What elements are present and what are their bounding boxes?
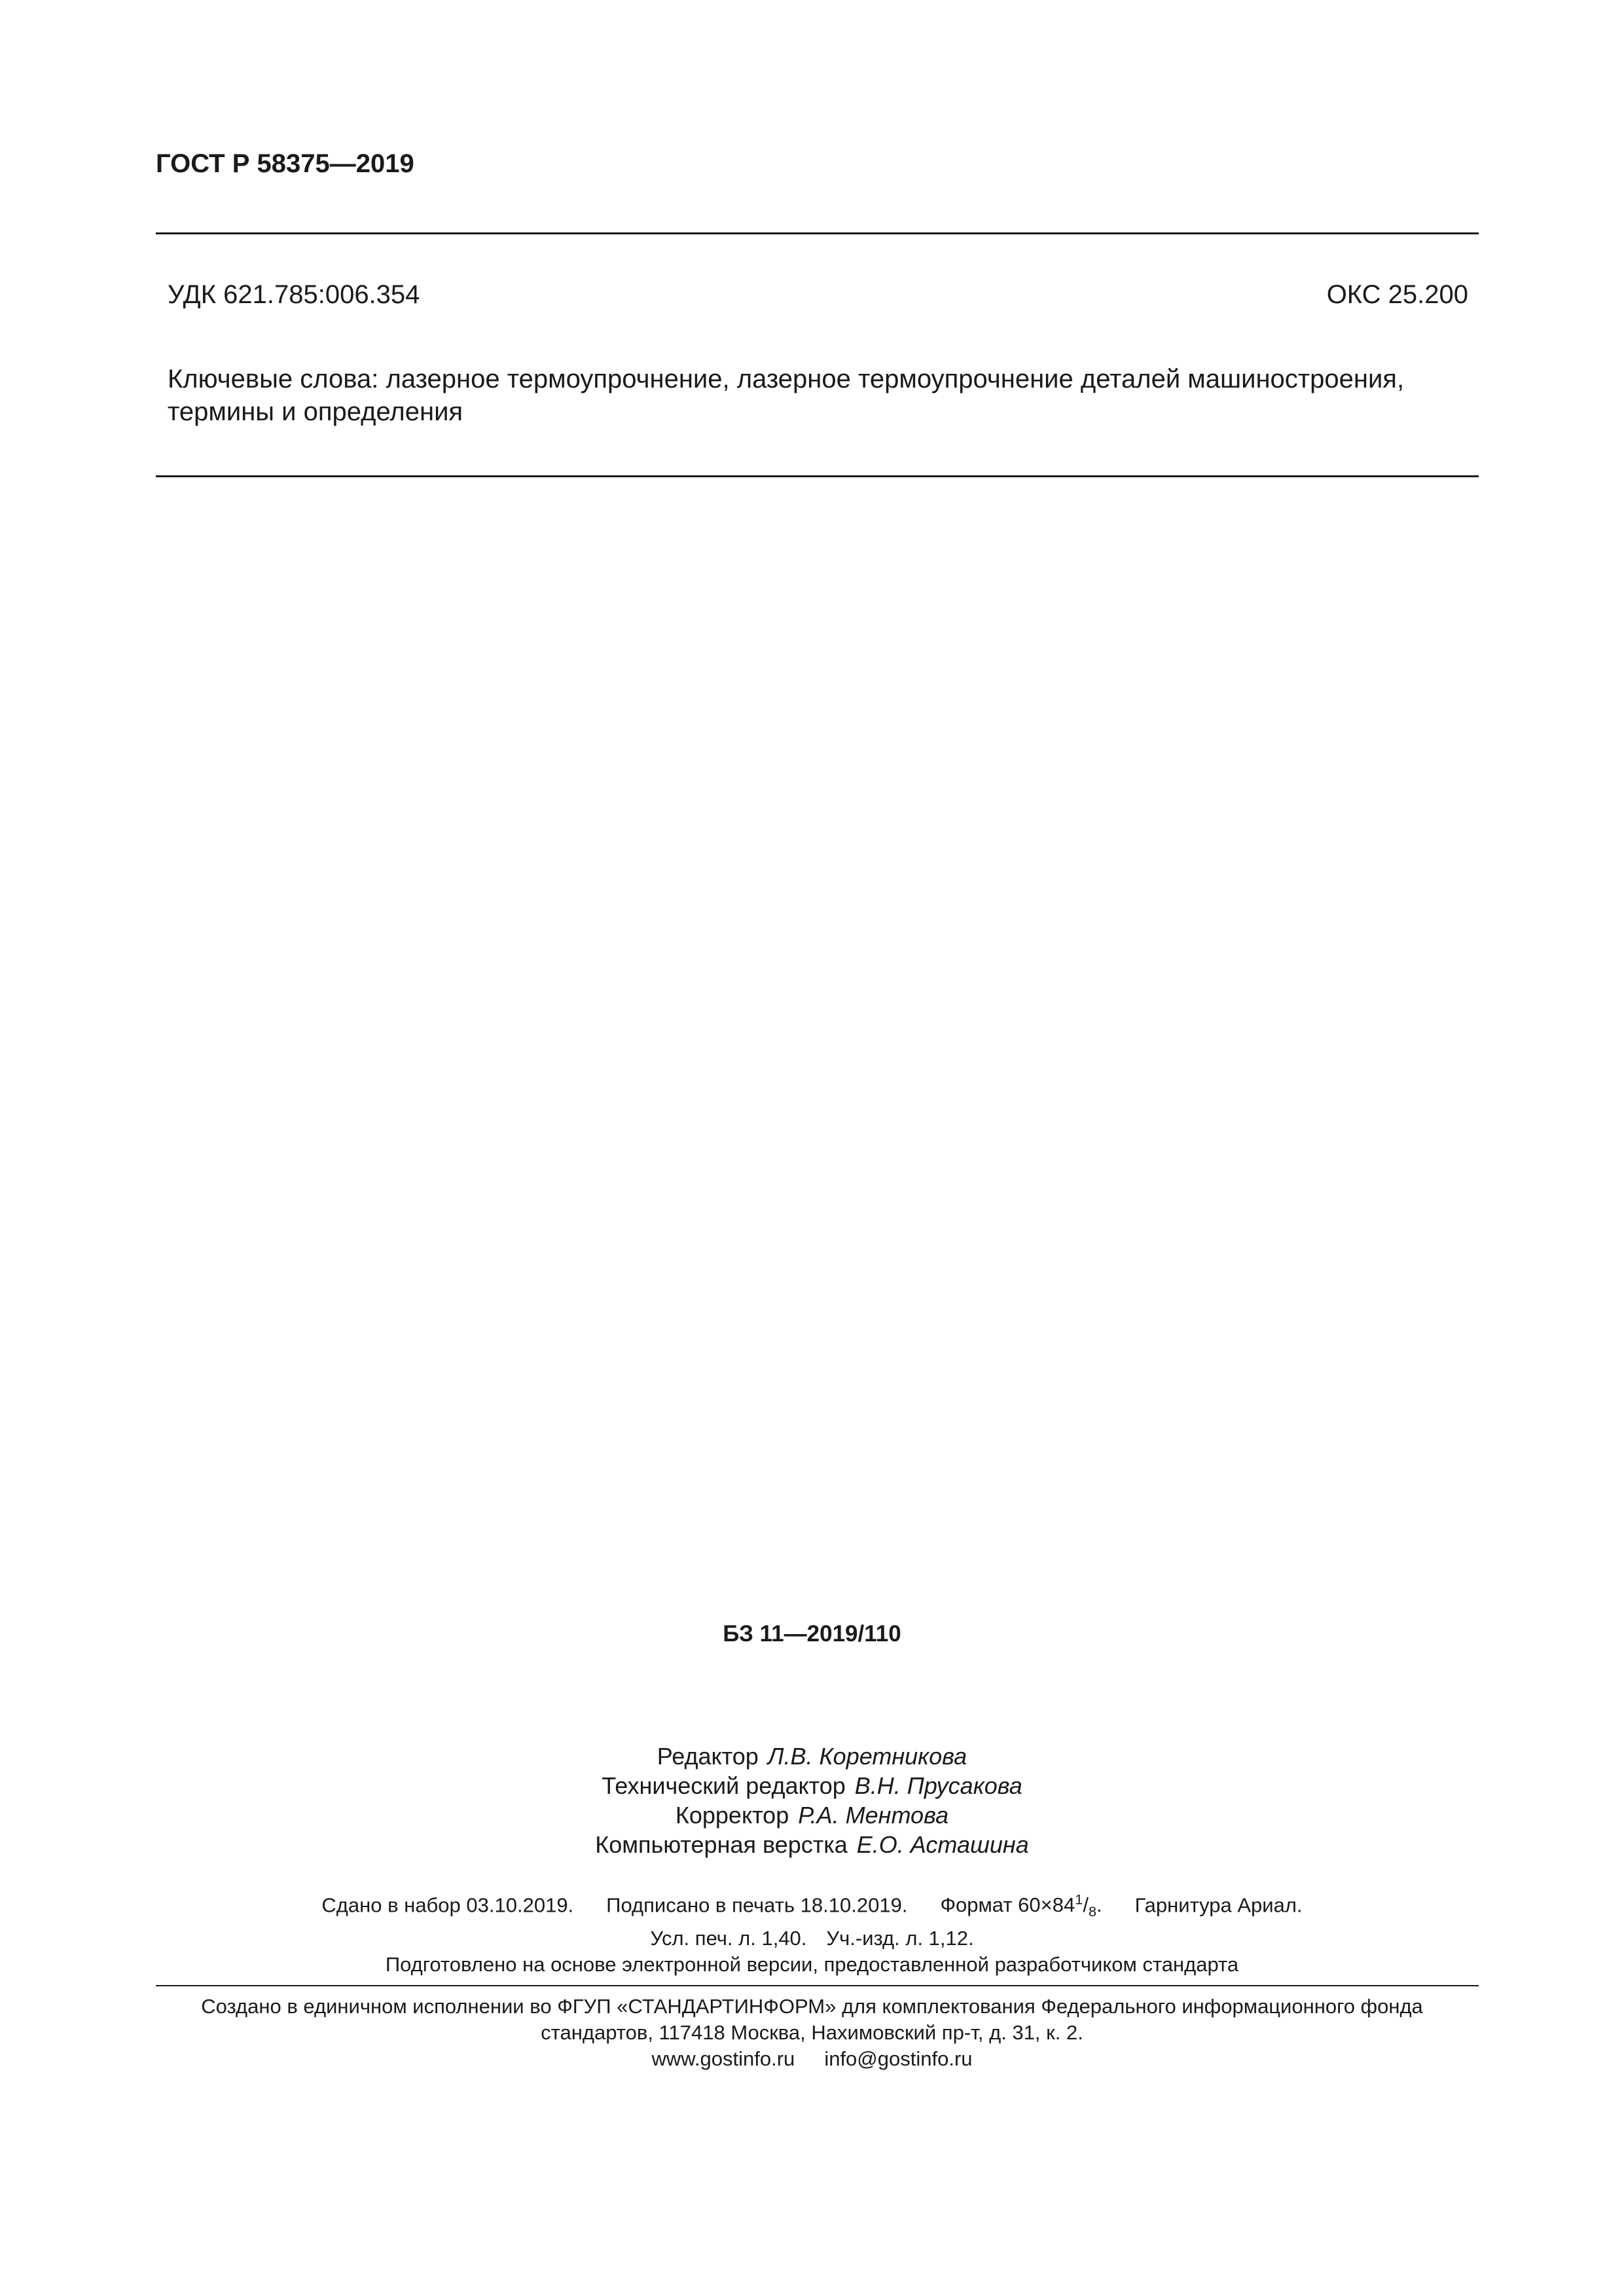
publication-sheets: Уч.-изд. л. 1,12. (826, 1926, 974, 1950)
footer-line: стандартов, 117418 Москва, Нахимовский пр-т, д. 31, к. 2. (541, 2021, 1083, 2044)
format-slash: / (1083, 1893, 1089, 1917)
publisher-footer (0, 1994, 1624, 2072)
website-link[interactable]: www.gostinfo.ru (651, 2047, 795, 2070)
staff-list (0, 1741, 1624, 1859)
staff-row (0, 1771, 1624, 1800)
signed-date: Подписано в печать 18.10.2019. (606, 1893, 908, 1917)
footer-line: Создано в единичном исполнении во ФГУП «СТАНДАРТИНФОРМ» для комплектования Федерального информационного фонда (201, 1995, 1423, 2018)
staff-role: Редактор (657, 1743, 759, 1770)
keywords-line: Ключевые слова: лазерное термоупрочнение, лазерное термоупрочнение деталей машиностроения, (168, 365, 1405, 393)
udk-code: УДК 621.785:006.354 (168, 280, 420, 309)
staff-role: Технический редактор (602, 1772, 846, 1799)
format-sub: 8 (1088, 1903, 1096, 1920)
print-info-line (0, 1925, 1624, 1952)
top-divider (156, 232, 1479, 234)
staff-row (0, 1741, 1624, 1771)
format-text: Формат 60×84 (940, 1893, 1075, 1917)
staff-row (0, 1800, 1624, 1830)
print-info-line (0, 1887, 1624, 1925)
footer-divider (156, 1985, 1479, 1986)
staff-role: Компьютерная верстка (595, 1831, 848, 1858)
keywords-line: термины и определения (168, 397, 463, 426)
staff-name: В.Н. Прусакова (854, 1772, 1022, 1799)
paper-format (940, 1891, 1102, 1920)
bz-number: БЗ 11—2019/110 (723, 1621, 901, 1647)
oks-code: ОКС 25.200 (1326, 280, 1468, 309)
keywords-divider (156, 475, 1479, 477)
staff-row (0, 1830, 1624, 1859)
footer-contacts (0, 2046, 1624, 2072)
print-sheets: Усл. печ. л. 1,40. (650, 1926, 807, 1950)
typeface: Гарнитура Ариал. (1134, 1893, 1303, 1917)
format-sup: 1 (1075, 1891, 1083, 1908)
print-info (0, 1887, 1624, 1978)
submitted-date: Сдано в набор 03.10.2019. (321, 1893, 574, 1917)
document-designation: ГОСТ Р 58375—2019 (156, 149, 414, 178)
staff-name: Е.О. Асташина (856, 1831, 1029, 1858)
staff-name: Л.В. Коретникова (767, 1743, 967, 1770)
staff-name: Р.А. Ментова (798, 1802, 949, 1829)
format-suffix: . (1096, 1893, 1102, 1917)
keywords-block (168, 363, 1477, 428)
staff-role: Корректор (675, 1802, 789, 1829)
email-link[interactable]: info@gostinfo.ru (824, 2047, 973, 2070)
prepared-note: Подготовлено на основе электронной версии, предоставленной разработчиком стандарта (385, 1952, 1239, 1976)
